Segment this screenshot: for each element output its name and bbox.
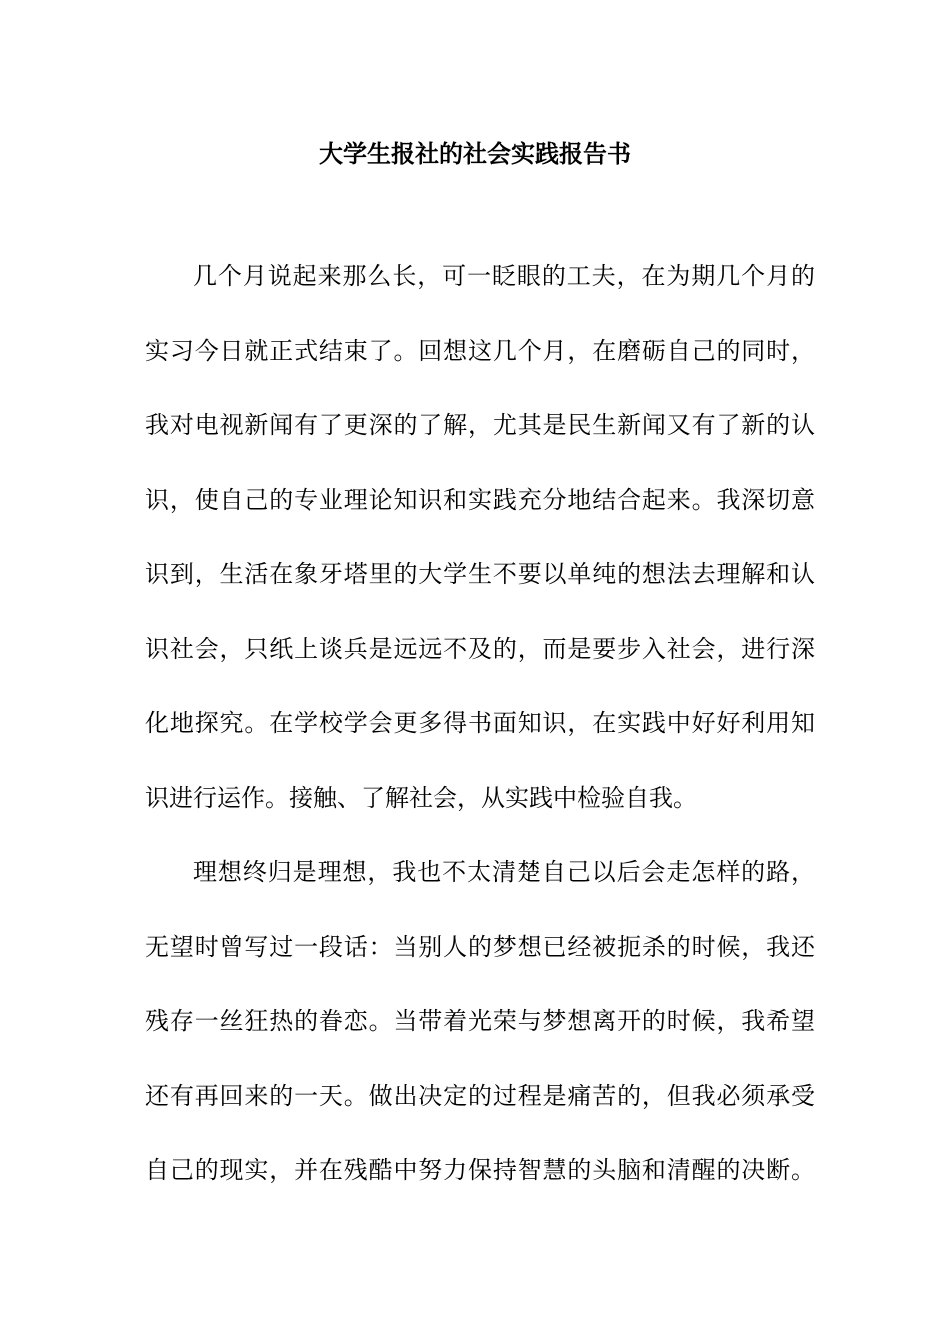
text-line: 实习今日就正式结束了。回想这几个月，在磨砺自己的同时， <box>145 336 815 365</box>
document-body <box>145 254 815 1223</box>
text-line: 理想终归是理想，我也不太清楚自己以后会走怎样的路， <box>193 858 815 886</box>
text-line: 识，使自己的专业理论知识和实践充分地结合起来。我深切意 <box>145 485 815 514</box>
text-line: 还有再回来的一天。做出决定的过程是痛苦的，但我必须承受 <box>145 1081 815 1110</box>
text-line: 自己的现实，并在残酷中努力保持智慧的头脑和清醒的决断。 <box>145 1156 815 1184</box>
text-line: 化地探究。在学校学会更多得书面知识，在实践中好好利用知 <box>145 709 815 737</box>
text-line: 识进行运作。接触、了解社会，从实践中检验自我。 <box>145 783 697 812</box>
text-line: 识到，生活在象牙塔里的大学生不要以单纯的想法去理解和认 <box>145 560 815 588</box>
text-line: 几个月说起来那么长，可一眨眼的工夫，在为期几个月的 <box>193 262 815 290</box>
paragraph-2 <box>145 850 815 1223</box>
text-line: 我对电视新闻有了更深的了解，尤其是民生新闻又有了新的认 <box>145 411 815 439</box>
text-line: 识社会，只纸上谈兵是远远不及的，而是要步入社会，进行深 <box>145 634 815 663</box>
text-line: 无望时曾写过一段话：当别人的梦想已经被扼杀的时候，我还 <box>145 932 815 961</box>
paragraph-1 <box>145 254 815 850</box>
text-line: 残存一丝狂热的眷恋。当带着光荣与梦想离开的时候，我希望 <box>145 1007 815 1035</box>
document-title: 大学生报社的社会实践报告书 <box>319 139 631 168</box>
